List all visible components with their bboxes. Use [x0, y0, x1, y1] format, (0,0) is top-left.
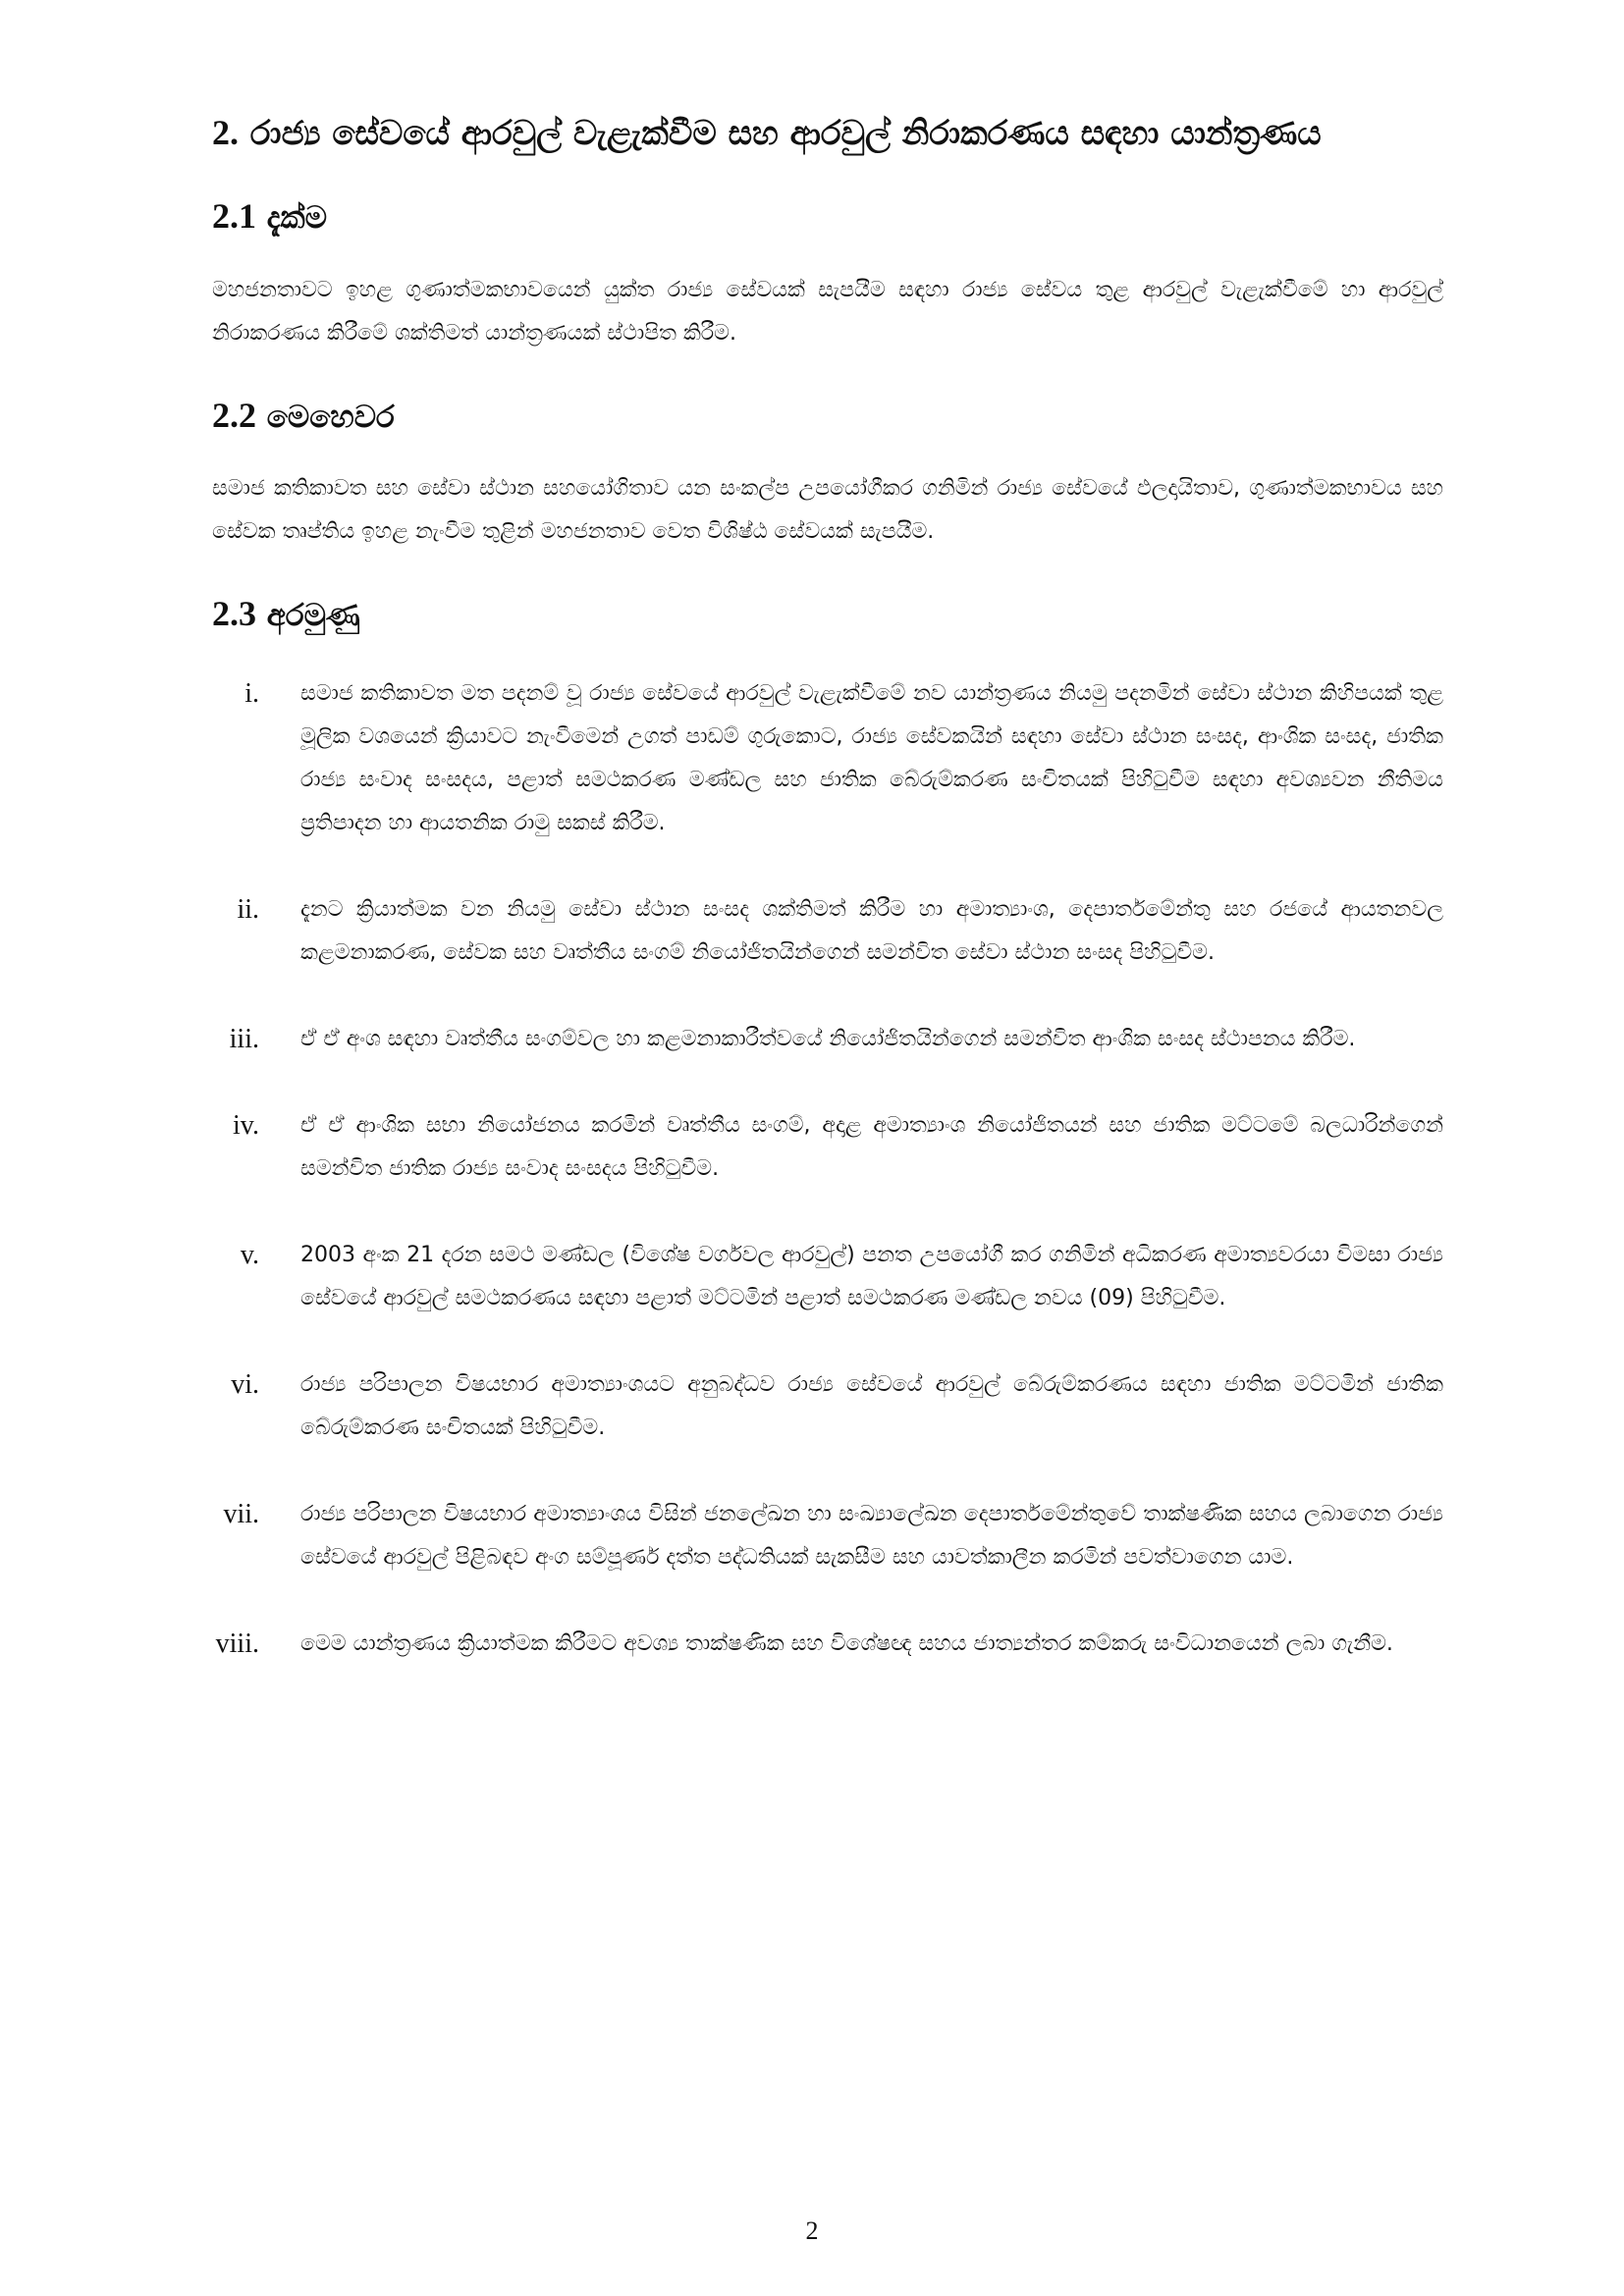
- page-content: [212, 110, 1443, 1709]
- list-item-text: 2003 අංක 21 දරන සමථ මණ්ඩල (විශේෂ වර්ගවල ආරවුල්) පනත උපයෝගී කර ගනිමින් අධිකරණ අමාත්‍යවරයා විමසා රාජ්‍ය සේවයේ ආරවුල් සමථකරණය සඳහා පළාත් මට්ටමින් පළාත් සමථකරණ මණ්ඩල නවය (09) පිහිටුවීම.: [300, 1243, 1443, 1311]
- list-item: [212, 1623, 1443, 1666]
- subsection-number: 2.3: [212, 594, 256, 634]
- list-item-number: iii.: [229, 1024, 259, 1055]
- vision-paragraph: මහජනතාවට ඉහළ ගුණාත්මකභාවයෙන් යුක්ත රාජ්‍ය සේවයක් සැපයීම සඳහා රාජ්‍ය සේවය තුළ ආරවුල් වැළැක්වීමේ හා ආරවුල් නිරාකරණය කිරීමේ ශක්තිමත් යාන්ත්‍රණයක් ස්ථාපිත කිරීම.: [212, 277, 1443, 346]
- subsection-heading-vision: [212, 193, 1443, 240]
- objectives-list: [212, 672, 1443, 1666]
- list-item: [212, 1018, 1443, 1061]
- list-item-number: iv.: [233, 1110, 259, 1142]
- section-number: 2.: [212, 113, 239, 152]
- subsection-title: මෙහෙවර: [266, 399, 395, 435]
- section-heading-2: [212, 110, 1443, 156]
- list-item: [212, 1363, 1443, 1450]
- list-item: [212, 1104, 1443, 1191]
- list-item-text: ඒ ඒ ආංශික සභා නියෝජනය කරමින් වෘත්තීය සංගම්, අදාළ අමාත්‍යාංශ නියෝජිතයන් සහ ජාතික මට්ටමේ බලධාරින්ගෙන් සමන්විත ජාතික රාජ්‍ය සංවාද සංසදය පිහිටුවීම.: [300, 1113, 1443, 1182]
- list-item-text: රාජ්‍ය පරිපාලන විෂයභාර අමාත්‍යාංශය විසින් ජනලේඛන හා සංඛ්‍යාලේඛන දෙපාර්තමේන්තුවේ තාක්ෂණික සහය ලබාගෙන රාජ්‍ය සේවයේ ආරවුල් පිළිබඳව අංග සම්පූර්ණ දත්ත පද්ධතියක් සැකසීම සහ යාවත්කාලීන කරමින් පවත්වාගෙන යාම.: [300, 1502, 1443, 1571]
- subsection-heading-mission: [212, 393, 1443, 439]
- list-item-number: v.: [240, 1240, 259, 1271]
- list-item-text: මෙම යාන්ත්‍රණය ක්‍රියාත්මක කිරීමට අවශ්‍ය තාක්ෂණික සහ විශේෂඥ සහය ජාත්‍යන්තර කම්කරු සංවිධානයෙන් ලබා ගැනීම.: [300, 1631, 1393, 1657]
- subsection-heading-objectives: [212, 591, 1443, 637]
- list-item-text: දැනට ක්‍රියාත්මක වන නියමු සේවා ස්ථාන සංසද ශක්තිමත් කිරීම හා අමාත්‍යාංශ, දෙපාර්තමේන්තු සහ රජයේ ආයතනවල කළමනාකරණ, සේවක සහ වෘත්තීය සංගම් නියෝජිතයින්ගෙන් සමන්විත සේවා ස්ථාන සංසද පිහිටුවීම.: [300, 897, 1443, 966]
- page-number: 2: [805, 2216, 819, 2245]
- subsection-title: අරමුණු: [266, 598, 360, 634]
- subsection-number: 2.1: [212, 195, 256, 236]
- list-item: [212, 672, 1443, 845]
- list-item-text: සමාජ කතිකාවත මත පදනම් වූ රාජ්‍ය සේවයේ ආරවුල් වැළැක්වීමේ නව යාන්ත්‍රණය නියමු පදනමින් සේවා ස්ථාන කිහිපයක් තුළ මූලික වශයෙන් ක්‍රියාවට නැංවීමෙන් උගත් පාඩම් ගුරුකොට, රාජ්‍ය සේවකයින් සඳහා සේවා ස්ථාන සංසද, ආංශික සංසද, ජාතික රාජ්‍ය සංවාද සංසදය, පළාත් සමථකරණ මණ්ඩල සහ ජාතික බේරුම්කරණ සංචිතයක් පිහිටුවීම සඳහා අවශ්‍යවන නීතිමය ප්‍රතිපාදන හා ආයතනික රාමු සකස් කිරීම.: [300, 681, 1443, 836]
- list-item: [212, 1493, 1443, 1579]
- list-item-number: i.: [244, 678, 259, 710]
- list-item-number: viii.: [215, 1629, 259, 1660]
- list-item-number: vii.: [223, 1499, 259, 1530]
- subsection-number: 2.2: [212, 395, 256, 435]
- subsection-title: දැක්ම: [266, 199, 328, 236]
- list-item: [212, 1234, 1443, 1320]
- mission-paragraph: සමාජ කතිකාවත සහ සේවා ස්ථාන සහයෝගිතාව යන සංකල්ප උපයෝගීකර ගනිමින් රාජ්‍ය සේවයේ ඵලදායිතාව, ගුණාත්මකභාවය සහ සේවක තෘප්තිය ඉහළ නැංවීම තුළින් මහජනතාව වෙත විශිෂ්ඨ සේවයක් සැපයීම.: [212, 476, 1443, 545]
- list-item: [212, 888, 1443, 975]
- list-item-number: vi.: [231, 1369, 259, 1401]
- list-item-number: ii.: [237, 894, 259, 926]
- list-item-text: රාජ්‍ය පරිපාලන විෂයභාර අමාත්‍යාංශයට අනුබද්ධව රාජ්‍ය සේවයේ ආරවුල් බේරුම්කරණය සඳහා ජාතික මට්ටමින් ජාතික බේරුම්කරණ සංචිතයක් පිහිටුවීම.: [300, 1372, 1443, 1441]
- section-title: රාජ්‍ය සේවයේ ආරවුල් වැළැක්වීම සහ ආරවුල් නිරාකරණය සඳහා යාන්ත්‍රණය: [249, 114, 1322, 153]
- list-item-text: ඒ ඒ අංශ සඳහා වෘත්තීය සංගම්වල හා කළමනාකාරීත්වයේ නියෝජිතයින්ගෙන් සමන්විත ආංශික සංසද ස්ථාපනය කිරීම.: [300, 1027, 1356, 1052]
